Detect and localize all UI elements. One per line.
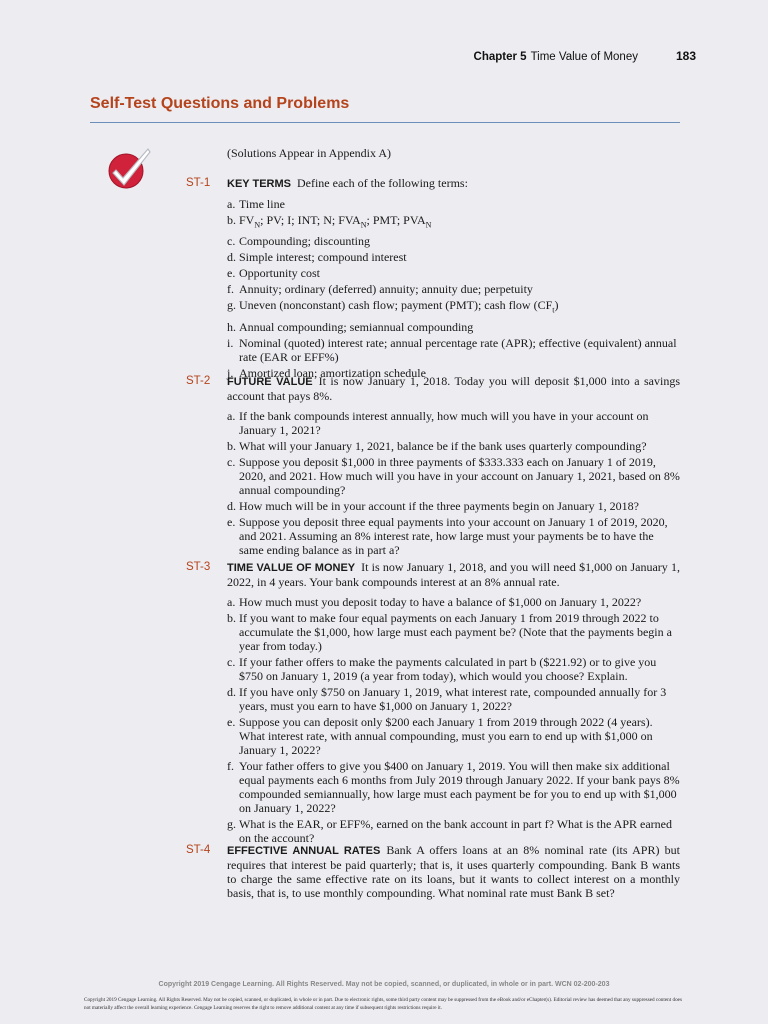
solutions-note: (Solutions Appear in Appendix A) [227,146,391,160]
list-item [227,515,680,557]
item-text: Opportunity cost [239,266,320,281]
item-label: g. [227,817,236,831]
item-label: b. [227,611,236,625]
item-text: Nominal (quoted) interest rate; annual percentage rate (APR); effective (equivalent) annual rate (EAR or EFF%) [239,335,677,364]
problem-statement [227,176,680,191]
item-text: What is the EAR, or EFF%, earned on the bank account in part f? What is the APR earned on the account? [239,817,672,845]
item-text: How much will be in your account if the three payments begin on January 1, 2018? [239,499,639,513]
section-title: Self-Test Questions and Problems [90,95,350,112]
item-label: c. [227,455,236,469]
item-label: a. [227,409,236,423]
item-text: Uneven (nonconstant) cash flow; payment (PMT); cash flow $(CF_t)$ [239,298,559,315]
list-item [227,197,680,211]
item-label: b. [227,213,236,227]
problem-text: Bank A offers loans at an 8% nominal rate (its APR) but requires that interest be paid quarterly; that is, it uses quarterly compounding. Bank B wants to charge the same effective rate on its loans, but it wants to collect interest on a monthly basis, that is, to use monthly compounding. What nominal rate must Bank B set? [227,843,680,900]
problem-text: It is now January 1, 2018. Today you will deposit $1,000 into a savings account that pays 8%. [227,374,680,403]
item-text: Amortized loan; amortization schedule [239,365,426,380]
item-label: e. [227,715,236,729]
list-item [227,685,680,713]
item-label: e. [227,266,236,281]
list-item [227,439,680,453]
item-label: g. [227,298,236,313]
item-label: a. [227,197,236,211]
problem-items [227,595,680,845]
list-item [227,320,680,334]
problem-number: ST-2 [186,375,211,387]
problem-keyword: EFFECTIVE ANNUAL RATES [227,845,381,857]
item-label: c. [227,234,236,249]
list-item [227,336,680,364]
problem-keyword: KEY TERMS [227,178,291,190]
chapter-number: Chapter 5 [473,51,527,63]
problem-keyword: FUTURE VALUE [227,376,313,388]
copyright-watermark: Copyright 2019 Cengage Learning. All Rights Reserved. May not be copied, scanned, or duplicated, in whole or in part. WCN 02-200-203 [158,981,610,988]
item-label: f. [227,282,234,297]
item-text: If the bank compounds interest annually, how much will you have in your account on January 1, 2021? [239,409,649,437]
item-label: d. [227,250,236,265]
problem-text: Define each of the following terms: [296,176,468,190]
problem-number: ST-1 [186,177,211,189]
problem-st-4 [186,843,680,900]
item-label: e. [227,515,236,529]
list-item [227,715,680,757]
item-text: If your father offers to make the payments calculated in part b ($221.92) or to give you $750 on January 1, 2019 (a year from today), which would you choose? Explain. [239,655,657,683]
item-text: Your father offers to give you $400 on January 1, 2019. You will then make six additional equal payments each 6 months from July 2019 through January 2022. If your bank pays 8% compounded semiannually, how large must each payment be for you to end up with $1,000 on January 1, 2022? [239,759,680,815]
problem-statement [227,560,680,589]
list-item [227,266,680,280]
problem-number: ST-4 [186,844,211,856]
item-text: Compounding; discounting [239,234,371,249]
list-item [227,455,680,497]
item-text: Annual compounding; semiannual compounding [239,319,474,334]
section-divider [90,122,680,123]
item-text: Suppose you can deposit only $200 each January 1 from 2019 through 2022 (4 years). What interest rate, with annual compounding, must you earn to end up with $1,000 on January 1, 2022? [239,715,653,757]
problem-statement [227,843,680,900]
item-label: d. [227,685,236,699]
running-head [474,49,696,63]
list-item [227,234,680,248]
item-label: d. [227,499,236,513]
list-item [227,759,680,815]
item-label: j. [227,365,234,380]
problem-keyword: TIME VALUE OF MONEY [227,562,356,574]
list-item [227,611,680,653]
item-label: f. [227,759,234,773]
item-label: i. [227,335,234,350]
item-text: Suppose you deposit three equal payments into your account on January 1 of 2019, 2020, and 2021. Assuming an 8% interest rate, how large must your payments be to have the same ending balance as in part a? [239,515,668,557]
item-label: a. [227,595,236,609]
list-item [227,250,680,264]
item-text: What will your January 1, 2021, balance be if the bank uses quarterly compounding? [239,439,647,453]
problem-items [227,409,680,557]
page-number: 183 [675,49,696,63]
problem-st-1 [186,176,680,382]
list-item [227,595,680,609]
chapter-title: Time Value of Money [530,51,638,63]
item-text: Suppose you deposit $1,000 in three payments of $333.333 each on January 1 of 2019, 2020, and 2021. How much will you have in your account on January 1, 2021, based on 8% annual compounding? [239,455,680,497]
item-text: $FV_N$; PV; I; INT; N; $FVA_N$; PMT; $PVA_N$ [239,213,432,230]
list-item [227,282,680,296]
item-label: b. [227,439,236,453]
problem-st-2 [186,374,680,559]
list-item [227,817,680,845]
copyright-notice: Copyright 2019 Cengage Learning. All Rights Reserved. May not be copied, scanned, or duplicated, in whole or in part. Due to electronic rights, some third party content may be suppressed from the eBook and/or eChapter(s). Editorial review has deemed that any suppressed content does not materially affect the overall learning experience. Cengage Learning reserves the right to remove additional content at any time if subsequent rights restrictions require it. [84,997,682,1011]
list-item [227,213,680,232]
problem-number: ST-3 [186,561,211,573]
checkmark-icon [104,145,154,191]
item-text: If you have only $750 on January 1, 2019, what interest rate, compounded annually for 3 years, must you earn to have $1,000 on January 1, 2022? [239,685,667,713]
item-text: If you want to make four equal payments on each January 1 from 2019 through 2022 to accumulate the $1,000, how large must each payment be? (Note that the payments begin a year from today.) [239,611,672,653]
problem-text: It is now January 1, 2018, and you will need $1,000 on January 1, 2022, in 4 years. Your bank compounds interest at an 8% annual rate. [227,560,680,589]
list-item [227,409,680,437]
problem-statement [227,374,680,403]
item-text: Simple interest; compound interest [239,250,407,265]
item-label: c. [227,655,236,669]
item-text: Annuity; ordinary (deferred) annuity; annuity due; perpetuity [239,282,533,297]
item-text: How much must you deposit today to have a balance of $1,000 on January 1, 2022? [239,595,642,609]
list-item [227,298,680,317]
list-item [227,499,680,513]
problem-st-3 [186,560,680,847]
item-text: Time line [239,197,285,211]
item-label: h. [227,319,236,334]
problem-items [227,197,680,380]
list-item [227,655,680,683]
